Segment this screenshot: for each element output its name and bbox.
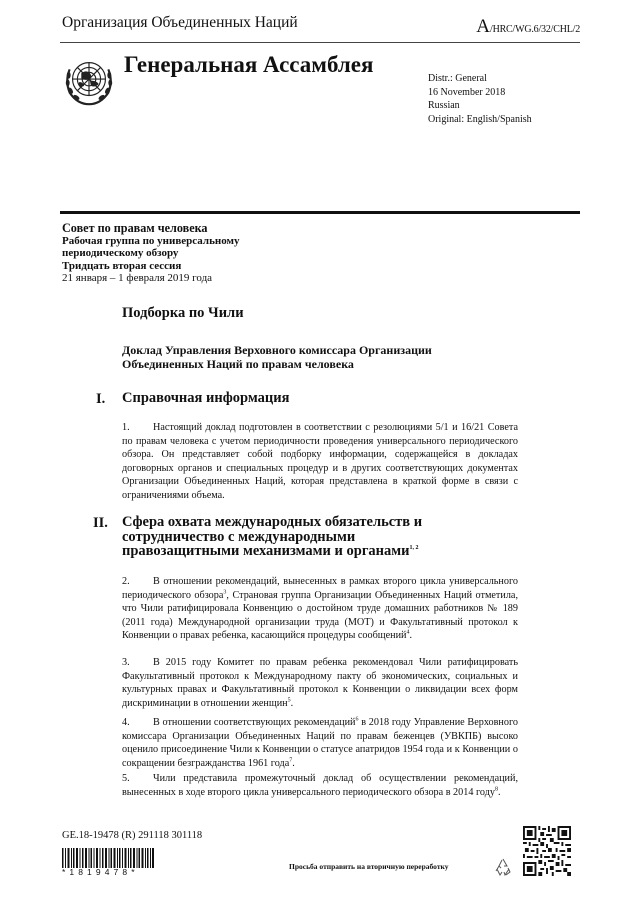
job-code: GE.18-19478 (R) 291118 301118 bbox=[62, 830, 203, 841]
paragraph-text: , Страновая группа Организации Объединенных Наций отметила, что Чили ратифицировала Конвенцию о достойном труде домашних работников № 189 (2011 года) Международной организации труда (МОТ) и Факультативный протокол к Конвенции о правах ребенка, касающийся процедуры сообщений bbox=[122, 589, 518, 641]
recycle-notice: Просьба отправить на вторичную переработку bbox=[289, 862, 449, 871]
session-dates: 21 января – 1 февраля 2019 года bbox=[62, 272, 213, 285]
footnote-ref[interactable]: 8 bbox=[495, 786, 498, 793]
assembly-title: Генеральная Ассамблея bbox=[124, 52, 374, 77]
paragraph-text: . bbox=[409, 630, 413, 641]
paragraph-text: Настоящий доклад подготовлен в соответствии с резолюциями 5/1 и 16/21 Совета по правам человека с учетом периодичности проведения универсального периодического обзора. Он представляет собой подборку информации, содержащейся в докладах договорных органов и специальных процедур и в других соответствующих документах Организации Объединенных Наций, которая представлена в краткой форме в связи с ограничениями объема. bbox=[122, 422, 518, 501]
footnote-ref[interactable]: 5 bbox=[287, 697, 291, 704]
distribution-date: 16 November 2018 bbox=[428, 86, 506, 98]
organization-name: Организация Объединенных Наций bbox=[62, 14, 298, 31]
recycle-icon bbox=[493, 857, 513, 877]
paragraph-text: В 2015 году Комитет по правам ребенка рекомендовал Чили ратифицировать Факультативный протокол к Международному пакту об экономических, социальных и культурных правах и Факультативный протокол к Конвенции о ликвидации всех форм дискриминации в отношении женщин bbox=[122, 657, 518, 709]
paragraph-number: 1. bbox=[122, 422, 130, 433]
distribution-block bbox=[428, 72, 532, 127]
footnote-ref[interactable]: 7 bbox=[289, 757, 293, 764]
paragraph-number: 4. bbox=[122, 717, 130, 728]
qr-code-icon[interactable] bbox=[523, 826, 571, 876]
footnote-ref[interactable]: 1, 2 bbox=[409, 545, 419, 552]
un-emblem-icon bbox=[60, 52, 118, 110]
section-1-number: I. bbox=[96, 391, 106, 407]
footnote-ref[interactable]: 4 bbox=[406, 629, 410, 636]
footnote-ref[interactable]: 6 bbox=[355, 716, 359, 723]
council-block bbox=[62, 222, 240, 285]
barcode-icon bbox=[62, 848, 154, 868]
paragraph-5 bbox=[122, 772, 518, 799]
distribution-status: Distr.: General bbox=[428, 73, 487, 84]
council-title: Совет по правам человека bbox=[62, 221, 208, 235]
footnote-ref[interactable]: 3 bbox=[223, 589, 227, 596]
paragraph-2 bbox=[122, 575, 518, 643]
distribution-language: Russian bbox=[428, 100, 460, 112]
symbol-rest: /HRC/WG.6/32/CHL/2 bbox=[489, 24, 580, 35]
section-2-number: II. bbox=[93, 515, 108, 531]
working-group-line2: периодическому обзору bbox=[62, 247, 179, 260]
document-symbol bbox=[476, 16, 580, 38]
paragraph-text: В отношении соответствующих рекомендаций bbox=[153, 717, 356, 728]
section-rule bbox=[60, 211, 580, 214]
paragraph-4 bbox=[122, 716, 518, 770]
paragraph-text: в 2018 году Управление Верховного комиссара Организации Объединенных Наций по правам беженцев (УВКПБ) высоко оценило присоединение Чили к Конвенции о статусе апатридов 1954 года и к Конвенции о сокращении безгражданства 1961 года bbox=[122, 717, 518, 769]
section-1-title: Справочная информация bbox=[122, 390, 290, 406]
document-title: Подборка по Чили bbox=[122, 305, 244, 321]
paragraph-text: В отношении рекомендаций, вынесенных в рамках второго цикла универсального периодического обзора bbox=[122, 576, 518, 601]
paragraph-text: . bbox=[290, 697, 294, 709]
section-2-title-text: Сфера охвата международных обязательств и сотрудничество с международными правозащитными механизмами и органами bbox=[122, 514, 423, 559]
barcode-number: *1819478* bbox=[62, 867, 139, 877]
paragraph-number: 2. bbox=[122, 576, 130, 587]
paragraph-number: 3. bbox=[122, 657, 130, 668]
paragraph-text: . bbox=[292, 757, 295, 769]
paragraph-text: Чили представила промежуточный доклад об осуществлении рекомендаций, вынесенных в ходе второго цикла универсального периодического обзора в 2014 году bbox=[122, 773, 518, 798]
symbol-prefix: A bbox=[476, 16, 490, 37]
section-2-title bbox=[122, 515, 462, 559]
paragraph-3 bbox=[122, 656, 518, 710]
paragraph-1 bbox=[122, 421, 518, 502]
paragraph-text: . bbox=[498, 786, 501, 798]
session: Тридцать вторая сессия bbox=[62, 259, 182, 272]
distribution-original: Original: English/Spanish bbox=[428, 114, 532, 126]
paragraph-number: 5. bbox=[122, 773, 130, 784]
working-group-line1: Рабочая группа по универсальному bbox=[62, 234, 240, 247]
document-subtitle: Доклад Управления Верховного комиссара Организации Объединенных Наций по правам человека bbox=[122, 343, 432, 371]
header-rule bbox=[60, 42, 580, 43]
